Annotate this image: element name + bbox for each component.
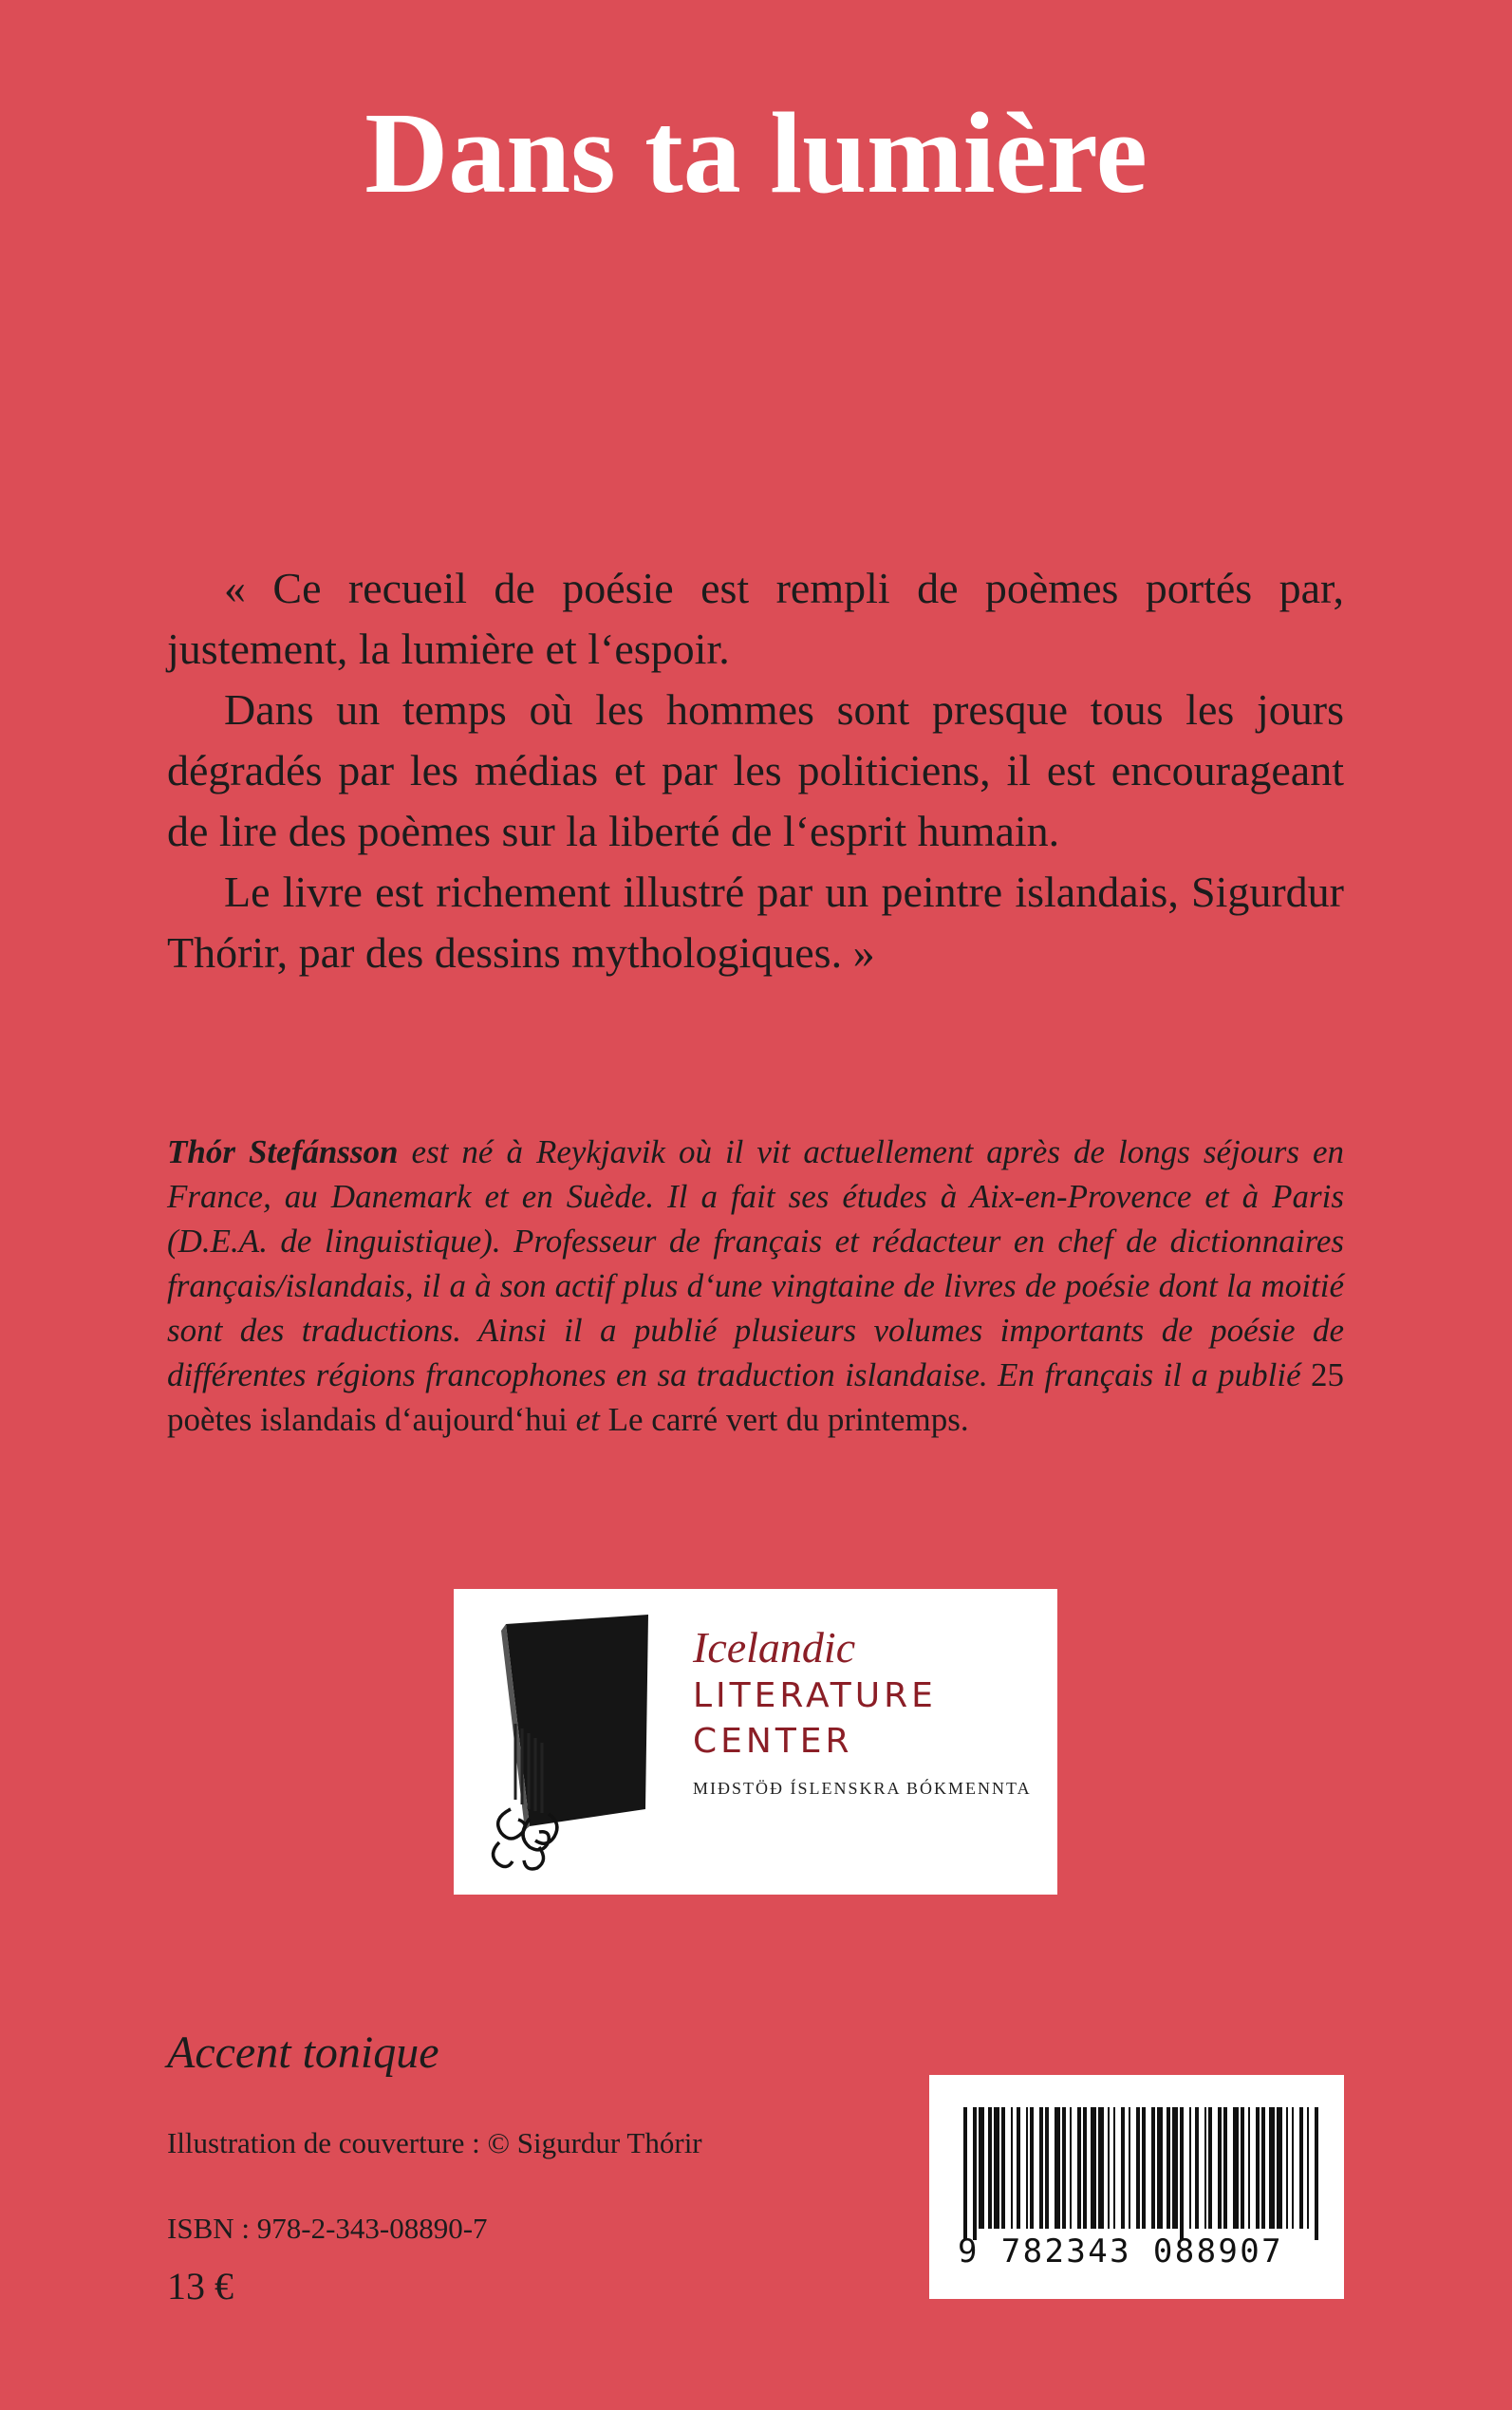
- series-name: Accent tonique: [167, 2027, 439, 2078]
- barcode-bar: [1218, 2107, 1222, 2229]
- barcode-bar: [1307, 2107, 1309, 2229]
- barcode-bar: [1011, 2107, 1013, 2229]
- barcode-bar: [1167, 2107, 1170, 2229]
- barcode-bar: [1172, 2107, 1178, 2229]
- logo-line-literature: LITERATURE: [693, 1676, 937, 1715]
- barcode-bar: [1208, 2107, 1212, 2229]
- author-name: Thór Stefánsson: [167, 1133, 399, 1170]
- barcode-bar: [1180, 2107, 1184, 2240]
- bio-text: est né à Reykjavik où il vit actuellement après de longs séjours en France, au Danemark et en Suède. Il a fait ses études à Aix-en-Provence et à Paris (D.E.A. de linguistique). Professeur de français et rédacteur en chef de dictionnaires français/islandais, il a à son actif plus d‘une vingtaine de livres de poésie dont la moitié sont des traductions. Ainsi il a publié plusieurs volumes importants de poésie de différentes régions francophones en sa traduction islandaise. En français il a publié: [167, 1133, 1344, 1393]
- quote-paragraph-2: Dans un temps où les hommes sont presque tous les jours dégradés par les médias et par les politiciens, il est encourageant de lire des poèmes sur la liberté de l‘esprit humain.: [167, 685, 1344, 855]
- barcode-bar: [1157, 2107, 1163, 2229]
- logo-line-center: CENTER: [693, 1722, 853, 1761]
- barcode-bar: [1083, 2107, 1087, 2229]
- barcode-bar: [1062, 2107, 1066, 2229]
- barcode-bar: [1286, 2107, 1288, 2229]
- barcode-bar: [1121, 2107, 1125, 2229]
- barcode-bar: [1189, 2107, 1191, 2229]
- barcode-bar: [1241, 2107, 1244, 2229]
- author-bio: [167, 1130, 1344, 1442]
- barcode-bar: [979, 2107, 984, 2229]
- barcode-bar: [1077, 2107, 1081, 2229]
- barcode-bar: [1113, 2107, 1115, 2229]
- barcode-bar: [1261, 2107, 1265, 2229]
- barcode-bar: [1045, 2107, 1049, 2229]
- barcode-bar: [1195, 2107, 1199, 2229]
- literature-center-logo: [454, 1589, 1057, 1895]
- barcode-bar: [1269, 2107, 1275, 2229]
- barcode-bar: [1233, 2107, 1239, 2229]
- barcode-number: 9 782343 088907: [958, 2233, 1284, 2270]
- book-title: Dans ta lumière: [364, 89, 1148, 217]
- barcode-bar: [1026, 2107, 1028, 2229]
- book-title-1: 25 poètes islandais d‘aujourd‘hui: [167, 1356, 1344, 1438]
- barcode-bar: [1277, 2107, 1282, 2229]
- barcode-bar: [1136, 2107, 1140, 2229]
- barcode-bar: [1055, 2107, 1060, 2229]
- barcode-bar: [988, 2107, 992, 2229]
- barcode-bar: [1292, 2107, 1294, 2229]
- isbn: ISBN : 978-2-343-08890-7: [167, 2212, 488, 2245]
- barcode-bar: [1017, 2107, 1020, 2229]
- barcode-bar: [1108, 2107, 1110, 2229]
- barcode-bar: [1001, 2107, 1005, 2229]
- barcode-bar: [963, 2107, 967, 2240]
- quote-paragraph-3: Le livre est richement illustré par un peintre islandais, Sigurdur Thórir, par des dessins mythologiques. »: [167, 868, 1344, 977]
- illustration-credit: Illustration de couverture : © Sigurdur Thórir: [167, 2126, 702, 2159]
- barcode-bar: [1098, 2107, 1104, 2229]
- barcode-bar: [994, 2107, 999, 2229]
- barcode-bar: [1070, 2107, 1072, 2229]
- price: 13 €: [167, 2265, 233, 2307]
- barcode-bar: [1039, 2107, 1043, 2229]
- barcode-bar: [1315, 2107, 1318, 2240]
- barcode-bar: [1256, 2107, 1260, 2229]
- quote-paragraph-1: « Ce recueil de poésie est rempli de poèmes portés par, justement, la lumière et l‘espoir.: [167, 564, 1344, 673]
- barcode-bar: [973, 2107, 977, 2240]
- book-fountain-icon: [482, 1610, 653, 1876]
- logo-line-icelandic: Icelandic: [693, 1623, 856, 1672]
- bio-connector: et: [567, 1401, 608, 1438]
- barcode: [929, 2075, 1344, 2299]
- blurb-quote: [167, 558, 1344, 983]
- barcode-bar: [1129, 2107, 1130, 2229]
- logo-line-icelandic-name: MIÐSTÖÐ ÍSLENSKRA BÓKMENNTA: [693, 1779, 1032, 1798]
- barcode-bar: [1142, 2107, 1146, 2229]
- barcode-bar: [1299, 2107, 1303, 2229]
- barcode-bar: [1030, 2107, 1034, 2229]
- barcode-bar: [1223, 2107, 1227, 2229]
- barcode-bar: [1151, 2107, 1155, 2229]
- barcode-bar: [1091, 2107, 1096, 2229]
- barcode-bar: [1248, 2107, 1250, 2229]
- barcode-bar: [1204, 2107, 1206, 2229]
- book-title-2: Le carré vert du printemps.: [607, 1401, 969, 1438]
- barcode-bars: [948, 2107, 1325, 2240]
